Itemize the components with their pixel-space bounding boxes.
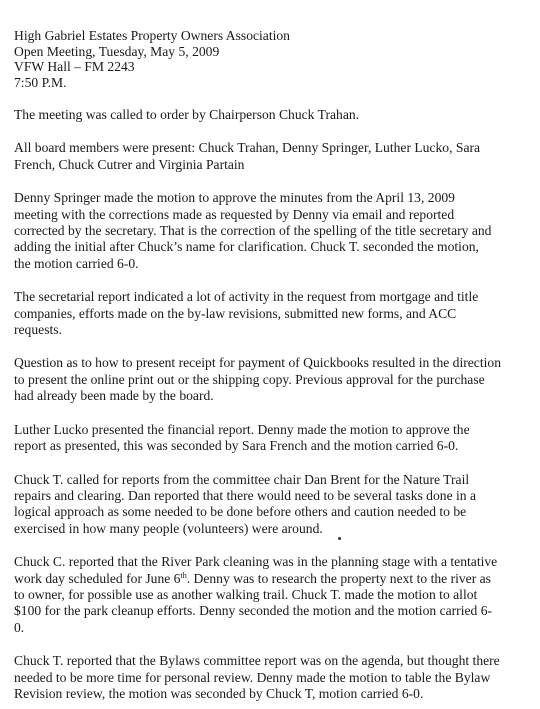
paragraph-line: the motion carried 6-0. [14,255,139,271]
paragraph-line: Revision review, the motion was seconded by Chuck T, motion carried 6-0. [14,685,424,701]
scan-speck [338,537,341,540]
paragraph-line: French, Chuck Cutrer and Virginia Partain [14,156,245,172]
paragraph-secretarial-report [14,289,526,338]
meeting-time: 7:50 P.M. [14,74,67,90]
paragraph-call-to-order [14,107,526,123]
ordinal-suffix: th [180,570,187,580]
paragraph-line: meeting with the corrections made as requested by Denny via email and reported [14,206,455,222]
paragraph-line: $100 for the park cleanup efforts. Denny seconded the motion and the motion carried 6- [14,603,493,619]
paragraph-financial-report [14,422,526,455]
paragraph-line: The secretarial report indicated a lot of activity in the request from mortgage and title [14,289,479,305]
paragraph-line: corrected by the secretary. That is the correction of the spelling of the title secretary and [14,223,492,239]
paragraph-line: 0. [14,619,25,635]
paragraph-line: Question as to how to present receipt for payment of Quickbooks resulted in the direction [14,355,501,371]
paragraph-line: logical approach as some needed to be done before others and caution needed to be [14,504,467,520]
paragraph-line: had already been made by the board. [14,388,214,404]
paragraph-line: to present the online print out or the shipping copy. Previous approval for the purchase [14,371,485,387]
paragraph-line: needed to be more time for personal review. Denny made the motion to table the Bylaw [14,669,491,685]
paragraph-line: Chuck C. reported that the River Park cleaning was in the planning stage with a tentative [14,554,498,570]
meeting-location: VFW Hall – FM 2243 [14,59,135,74]
line-text: . Denny was to research the property next to the river as [186,570,491,586]
paragraph-line [14,571,526,587]
paragraph-minutes-approval [14,190,526,272]
paragraph-line: Chuck T. reported that the Bylaws committee report was on the agenda, but thought there [14,653,500,669]
paragraph-line: report as presented, this was seconded by Sara French and the motion carried 6-0. [14,438,459,454]
paragraph-line: Luther Lucko presented the financial report. Denny made the motion to approve the [14,421,470,437]
association-name: High Gabriel Estates Property Owners Association [14,28,290,43]
meeting-title-date: Open Meeting, Tuesday, May 5, 2009 [14,43,220,59]
paragraph-line: repairs and clearing. Dan reported that there would need to be several tasks done in a [14,487,477,503]
paragraph-bylaws [14,653,526,702]
paragraph-line: The meeting was called to order by Chairperson Chuck Trahan. [14,107,360,122]
paragraph-line: All board members were present: Chuck Trahan, Denny Springer, Luther Lucko, Sara [14,140,481,156]
paragraph-line: Denny Springer made the motion to approve the minutes from the April 13, 2009 [14,190,455,206]
paragraph-line: requests. [14,322,62,338]
document-header [14,28,526,90]
line-text: work day scheduled for June 6 [14,570,181,586]
paragraph-line: adding the initial after Chuck’s name for clarification. Chuck T. seconded the motion, [14,239,479,255]
paragraph-line: to owner, for possible use as another walking trail. Chuck T. made the motion to allot [14,586,478,602]
paragraph-attendance [14,140,526,173]
paragraph-quickbooks [14,355,526,404]
paragraph-line: exercised in how many people (volunteers) were around. [14,520,323,536]
paragraph-nature-trail [14,472,526,538]
paragraph-line: companies, efforts made on the by-law revisions, submitted new forms, and ACC [14,305,457,321]
paragraph-line: Chuck T. called for reports from the committee chair Dan Brent for the Nature Trail [14,471,470,487]
paragraph-river-park [14,554,526,636]
